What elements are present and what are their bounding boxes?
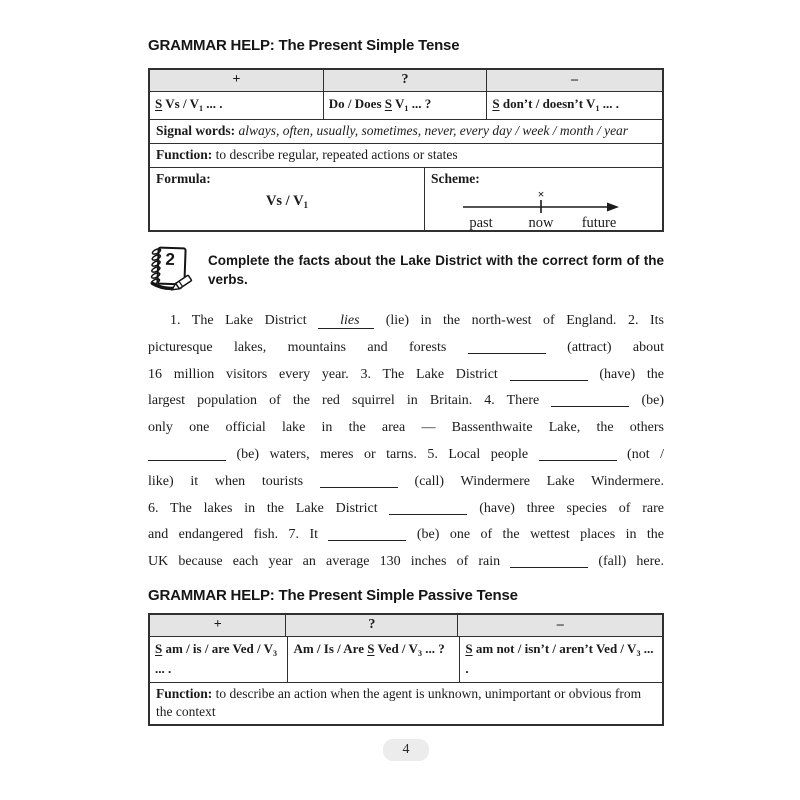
formula-value: Vs / $V_1$	[265, 193, 309, 211]
table-header-row	[150, 70, 662, 91]
passage-line: and endangered fish. 7. It (be) one of the wettest places in the	[148, 527, 664, 543]
instruction-line: Complete the facts about the Lake District with the correct form of the	[208, 253, 664, 268]
passage-line: 6. The lakes in the Lake District (have) three species of rare	[148, 500, 664, 516]
table-forms-row	[150, 91, 662, 119]
table-header-row	[150, 615, 662, 636]
present-simple-passive-table	[148, 613, 664, 726]
header-negative: –	[457, 615, 662, 636]
exercise-instruction	[208, 244, 664, 294]
passage-line: UK because each year an average 130 inches of rain (fall) here.	[148, 554, 664, 570]
question-form: Do / Does S $V_1$ ... ?	[323, 92, 487, 119]
header-affirmative: +	[150, 615, 285, 636]
header-question: ?	[323, 70, 486, 91]
function-text: Function: to describe an action when the agent is unknown, unimportant or obvious from the context	[156, 685, 642, 719]
lake-district-passage	[148, 308, 664, 576]
passage-line: (be) waters, meres or tarns. 5. Local people (not /	[148, 442, 664, 469]
passage-line: 1. The Lake District lies (lie) in the north-west of England. 2. Its	[170, 313, 664, 328]
page-number-badge	[383, 739, 429, 761]
timeline-diagram-icon	[441, 188, 656, 230]
timeline-label-now: now	[528, 215, 554, 230]
signal-words-text: Signal words: always, often, usually, sometimes, never, every day / week / month / year	[156, 123, 629, 138]
header-affirmative: +	[150, 70, 323, 91]
passage-line: only one official lake in the area — Bassenthwaite Lake, the others	[148, 420, 664, 436]
function-row	[150, 143, 662, 167]
formula-scheme-row	[150, 167, 662, 230]
textbook-page	[148, 36, 664, 761]
timeline-now-marker: ×	[537, 188, 545, 201]
scheme-cell	[424, 168, 662, 230]
exercise-header	[148, 244, 664, 294]
present-simple-table	[148, 68, 664, 232]
passage-line: like) it when tourists (call) Windermere Lake Windermere.	[148, 473, 664, 489]
instruction-line: verbs.	[208, 272, 248, 287]
notebook-pencil-icon	[144, 244, 196, 294]
formula-label: Formula:	[156, 171, 211, 186]
question-form: Am / Is / Are S Ved / $V_3$ ... ?	[287, 637, 459, 682]
page-number: 4	[402, 741, 410, 757]
negative-form: S am not / isn’t / aren’t Ved / $V_3$ ... .	[459, 637, 662, 682]
scheme-label: Scheme:	[431, 171, 480, 186]
affirmative-form: S am / is / are Ved / $V_3$ ... .	[155, 640, 278, 676]
table-forms-row	[150, 636, 662, 682]
timeline-label-past: past	[469, 215, 493, 230]
timeline-label-future: future	[581, 215, 617, 230]
passage-line: picturesque lakes, mountains and forests (attract) about	[148, 339, 664, 355]
signal-words-row	[150, 119, 662, 143]
negative-form: S don’t / doesn’t $V_1$ ... .	[486, 92, 662, 119]
grammar-help-title-present-simple: GRAMMAR HELP: The Present Simple Tense	[148, 37, 460, 54]
header-question: ?	[285, 615, 457, 636]
formula-cell	[150, 168, 424, 230]
grammar-help-title-present-simple-passive: GRAMMAR HELP: The Present Simple Passive Tense	[148, 586, 518, 604]
function-text: Function: to describe regular, repeated actions or states	[156, 147, 458, 162]
exercise-number: 2	[165, 249, 176, 270]
page-footer	[148, 739, 664, 761]
function-row	[150, 682, 662, 724]
header-negative: –	[486, 70, 662, 91]
passage-line: 16 million visitors every year. 3. The Lake District (have) the	[148, 366, 665, 382]
affirmative-form: S Vs / $V_1$ ... .	[155, 96, 223, 113]
passage-line: largest population of the red squirrel in Britain. 4. There (be)	[148, 393, 664, 409]
